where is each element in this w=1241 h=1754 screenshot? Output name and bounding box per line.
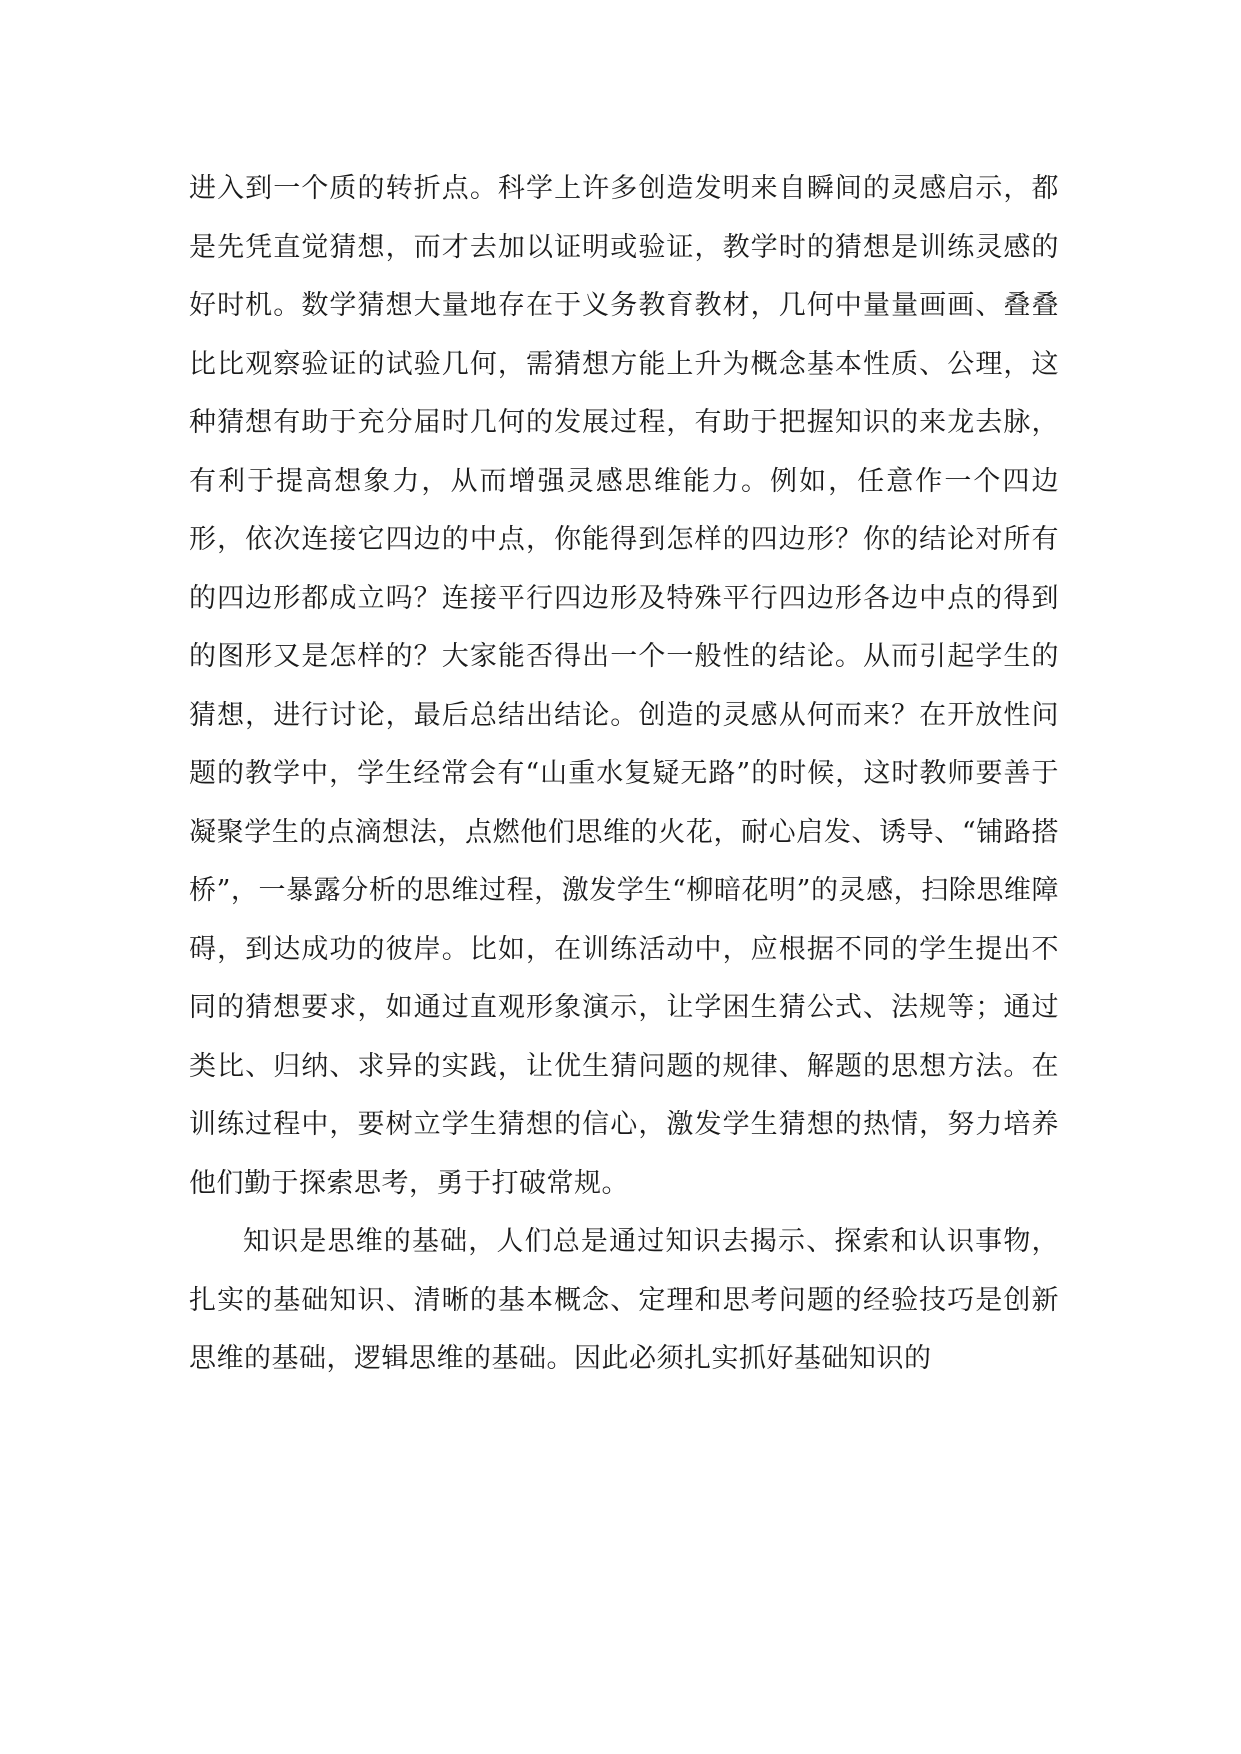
body-text bbox=[189, 160, 1059, 1389]
paragraph-1: 进入到一个质的转折点。科学上许多创造发明来自瞬间的灵感启示，都是先凭直觉猜想，而才去加以证明或验证，教学时的猜想是训练灵感的好时机。数学猜想大量地存在于义务教育教材，几何中量量画画、叠叠比比观察验证的试验几何，需猜想方能上升为概念基本性质、公理，这种猜想有助于充分届时几何的发展过程，有助于把握知识的来龙去脉，有利于提高想象力，从而增强灵感思维能力。例如，任意作一个四边形，依次连接它四边的中点，你能得到怎样的四边形？你的结论对所有的四边形都成立吗？连接平行四边形及特殊平行四边形各边中点的得到的图形又是怎样的？大家能否得出一个一般性的结论。从而引起学生的猜想，进行讨论，最后总结出结论。创造的灵感从何而来？在开放性问题的教学中，学生经常会有“山重水复疑无路”的时候，这时教师要善于凝聚学生的点滴想法，点燃他们思维的火花，耐心启发、诱导、“铺路搭桥”，一暴露分析的思维过程，激发学生“柳暗花明”的灵感，扫除思维障碍，到达成功的彼岸。比如，在训练活动中，应根据不同的学生提出不同的猜想要求，如通过直观形象演示，让学困生猜公式、法规等；通过类比、归纳、求异的实践，让优生猜问题的规律、解题的思想方法。在训练过程中，要树立学生猜想的信心，激发学生猜想的热情，努力培养他们勤于探索思考，勇于打破常规。 bbox=[189, 173, 1059, 1199]
paragraph-2: 知识是思维的基础，人们总是通过知识去揭示、探索和认识事物，扎实的基础知识、清晰的基本概念、定理和思考问题的经验技巧是创新思维的基础，逻辑思维的基础。因此必须扎实抓好基础知识的 bbox=[189, 1226, 1059, 1374]
